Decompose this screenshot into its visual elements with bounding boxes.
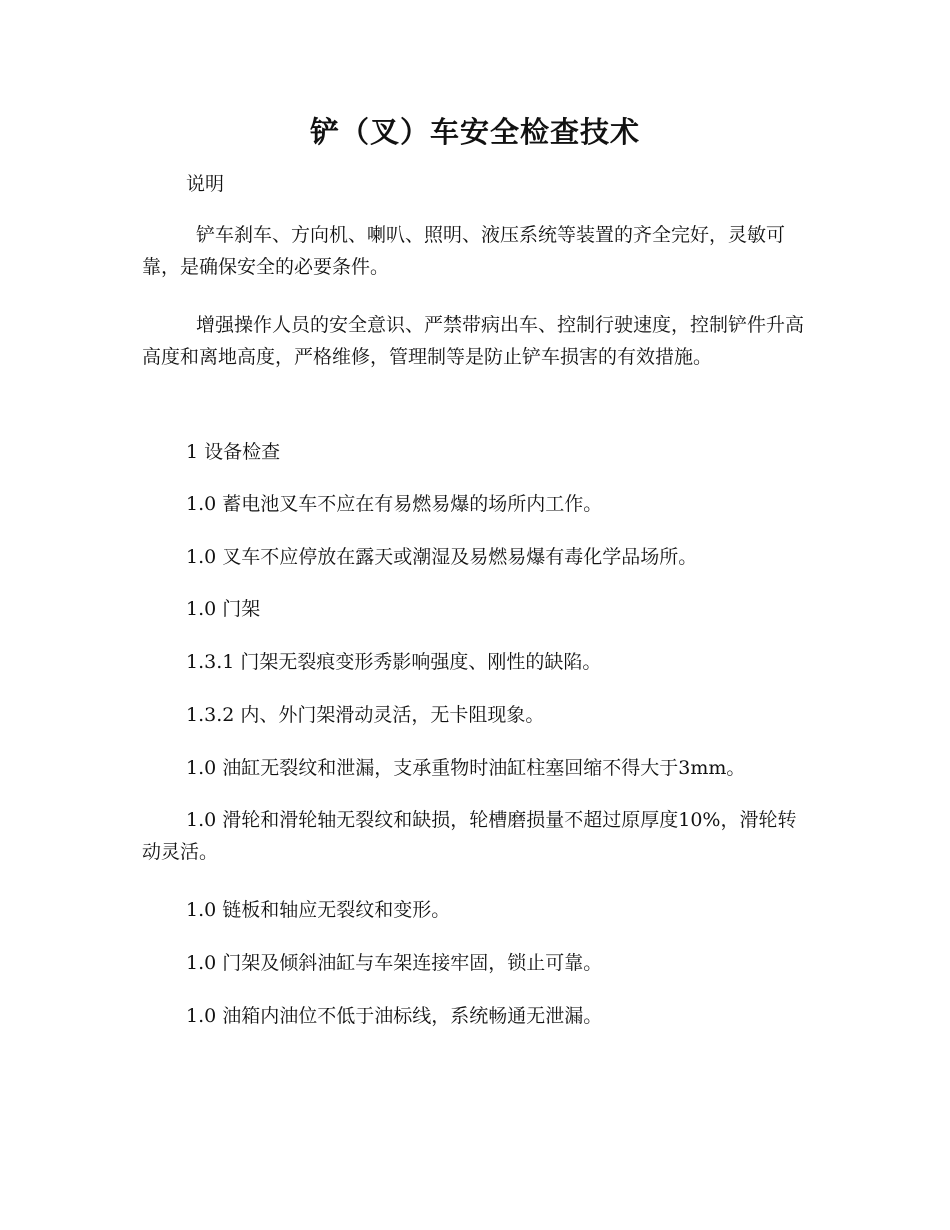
list-item: 1.0 油箱内油位不低于油标线，系统畅通无泄漏。 xyxy=(186,1005,603,1027)
list-item: 1.3.2 内、外门架滑动灵活，无卡阻现象。 xyxy=(186,704,545,726)
paragraph-note: 说明 xyxy=(186,173,225,195)
list-item: 1.0 门架及倾斜油缸与车架连接牢固，锁止可靠。 xyxy=(186,952,603,974)
list-item: 1.0 链板和轴应无裂纹和变形。 xyxy=(186,899,451,921)
paragraph-intro-2: 增强操作人员的安全意识、严禁带病出车、控制行驶速度，控制铲件升高高度和离地高度，严格维修，管理制等是防止铲车损害的有效措施。 xyxy=(142,314,805,368)
list-item: 1.0 叉车不应停放在露天或潮湿及易燃易爆有毒化学品场所。 xyxy=(186,546,698,568)
document-title: 铲（叉）车安全检查技术 xyxy=(309,115,640,149)
list-item: 1.0 蓄电池叉车不应在有易燃易爆的场所内工作。 xyxy=(186,493,603,515)
list-item: 1.0 门架 xyxy=(186,598,261,620)
paragraph-intro-1: 铲车刹车、方向机、喇叭、照明、液压系统等装置的齐全完好，灵敏可靠，是确保安全的必要条件。 xyxy=(142,224,786,278)
list-item: 1.0 油缸无裂纹和泄漏，支承重物时油缸柱塞回缩不得大于3mm。 xyxy=(186,757,746,779)
section-heading: 1 设备检查 xyxy=(186,441,281,463)
list-item: 1.0 滑轮和滑轮轴无裂纹和缺损，轮槽磨损量不超过原厚度10%，滑轮转动灵活。 xyxy=(142,809,797,863)
list-item: 1.3.1 门架无裂痕变形秀影响强度、刚性的缺陷。 xyxy=(186,651,602,673)
